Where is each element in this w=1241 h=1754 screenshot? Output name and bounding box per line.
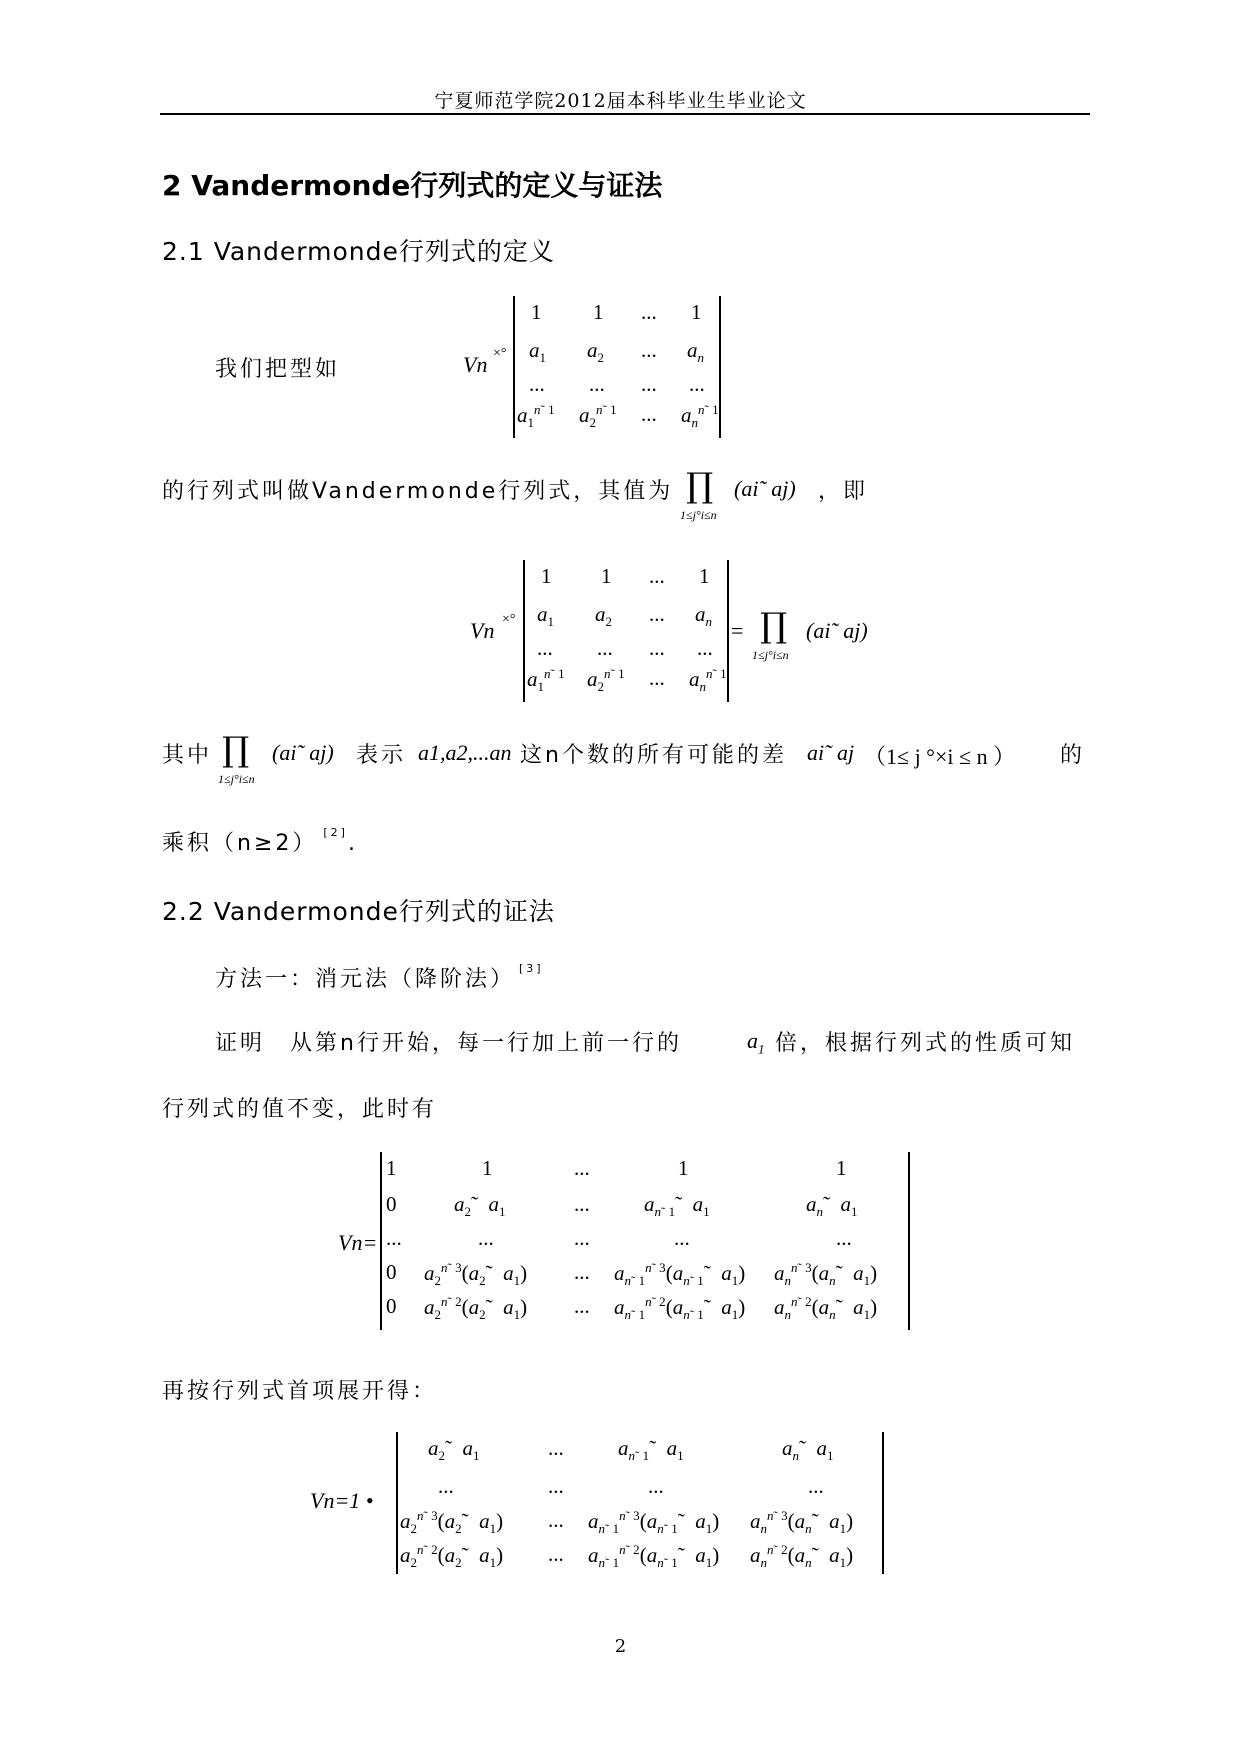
cell: ... (386, 1226, 402, 1250)
called-text: 的行列式叫做Vandermonde行列式，其值为 (162, 479, 674, 504)
cell: 1 (691, 300, 702, 324)
cell: ... (589, 372, 605, 396)
cell: $a_n˜$ $a_1$ (782, 1436, 834, 1464)
cell: $a_n$ (695, 602, 712, 630)
cell: $a_{n˜ 1}˜$ $a_1$ (644, 1192, 710, 1220)
where-tail: 的 (1060, 743, 1086, 768)
cell: $a_n^{n˜ 3}(a_n˜$ $a_1$) (750, 1508, 854, 1537)
cell: 0 (386, 1192, 397, 1216)
product-range-3: 1≤j°i≤n (218, 772, 255, 786)
cell: $a_{n˜ 1}˜$ $a_1$ (618, 1436, 684, 1464)
cell: $a_n^{n˜ 1}$ (689, 666, 727, 695)
reduced-determinant (380, 1152, 910, 1330)
cell: 1 (601, 564, 612, 588)
cell: $a_1$ (529, 338, 546, 366)
cell: ... (836, 1226, 852, 1250)
cell: 1 (482, 1156, 493, 1180)
cell: $a_n˜$ $a_1$ (806, 1192, 858, 1220)
cell: $a_2^{n˜ 3}(a_2˜$ $a_1$) (400, 1508, 504, 1537)
vn-symbol-2: Vn (470, 618, 495, 643)
expand-line: 再按行列式首项展开得： (162, 1379, 438, 1404)
cell: ... (537, 636, 553, 660)
cell: ... (649, 666, 665, 690)
cell: 1 (531, 300, 542, 324)
eq-garbled-1: ×° (493, 346, 507, 361)
cell: 1 (699, 564, 710, 588)
cell: ... (548, 1474, 564, 1498)
subsection-title-2-2: 2.2 Vandermonde行列式的证法 (162, 897, 555, 926)
cell: ... (649, 564, 665, 588)
vandermonde-determinant-eq (523, 560, 729, 702)
product-range-2: 1≤j°i≤n (752, 648, 789, 662)
eq-garbled-2: ×° (502, 612, 516, 627)
product-symbol-2: ∏ (760, 606, 788, 646)
cell: ... (548, 1508, 564, 1532)
cell: $a_{n˜ 1}^{n˜ 3}(a_{n˜ 1}˜$ $a_1$) (588, 1508, 720, 1537)
cell: 1 (678, 1156, 689, 1180)
cell: ... (641, 338, 657, 362)
cell: ... (689, 372, 705, 396)
cell: $a_n^{n˜ 1}$ (681, 402, 719, 431)
cell: ... (808, 1474, 824, 1498)
cell: $a_1$ (537, 602, 554, 630)
vandermonde-determinant-def (513, 296, 721, 438)
method-one: 方法一：消元法（降阶法） [3] (215, 962, 544, 992)
cell: ... (574, 1192, 590, 1216)
cell: $a_2^{n˜ 3}(a_2˜$ $a_1$) (424, 1260, 528, 1289)
product-body-2: (ai˜ aj) (806, 618, 868, 643)
cell: 0 (386, 1260, 397, 1284)
cell: $a_n^{n˜ 2}(a_n˜$ $a_1$) (774, 1294, 878, 1323)
running-header: 宁夏师范学院2012届本科毕业生毕业论文 (434, 90, 807, 112)
cell: $a_2^{n˜ 2}(a_2˜$ $a_1$) (424, 1294, 528, 1323)
proof-line-2: 行列式的值不变，此时有 (162, 1097, 438, 1122)
cell: 1 (386, 1156, 397, 1180)
cell: ... (574, 1156, 590, 1180)
product-body-1: (ai˜ aj) (734, 476, 796, 501)
cell: $a_2^{n˜ 2}(a_2˜$ $a_1$) (400, 1542, 504, 1571)
cell: $a_2˜$ $a_1$ (428, 1436, 480, 1464)
cell: ... (438, 1474, 454, 1498)
section-title: 2 Vandermonde行列式的定义与证法 (162, 169, 663, 202)
where-mid2: 这n个数的所有可能的差 (520, 743, 787, 768)
page-number: 2 (614, 1636, 627, 1657)
cell: ... (529, 372, 545, 396)
cell: $a_{n˜ 1}^{n˜ 2}(a_{n˜ 1}˜$ $a_1$) (614, 1294, 746, 1323)
cell: ... (478, 1226, 494, 1250)
cell: ... (641, 402, 657, 426)
citation-3: [3] (519, 962, 544, 975)
cell: $a_2˜$ $a_1$ (454, 1192, 506, 1220)
vn-symbol-3: Vn= (338, 1230, 378, 1255)
cell: ... (649, 602, 665, 626)
vn-symbol-1: Vn (463, 352, 488, 377)
cell: $a_2$ (587, 338, 604, 366)
cell: ... (674, 1226, 690, 1250)
vn-symbol-4: Vn=1 • (310, 1488, 374, 1513)
cell: ... (597, 636, 613, 660)
header-rule (160, 113, 1090, 115)
cell: $a_n^{n˜ 3}(a_n˜$ $a_1$) (774, 1260, 878, 1289)
product-range-1: 1≤j°i≤n (680, 508, 717, 522)
product-line: 乘积（n≥2） [2]. (162, 826, 358, 856)
define-lead-text: 我们把型如 (215, 357, 341, 382)
cell: ... (574, 1294, 590, 1318)
citation-2: [2] (323, 826, 348, 839)
cell: $a_1^{n˜ 1}$ (517, 402, 555, 431)
a1-symbol: $a_1$ (747, 1028, 765, 1057)
product-symbol-3: ∏ (222, 730, 250, 770)
cell: 1 (541, 564, 552, 588)
cell: $a_1^{n˜ 1}$ (527, 666, 565, 695)
cell: ... (574, 1226, 590, 1250)
cell: 1 (593, 300, 604, 324)
proof-line-1-tail: 倍，根据行列式的性质可知 (775, 1031, 1076, 1056)
cell: ... (548, 1436, 564, 1460)
subsection-title-2-1: 2.1 Vandermonde行列式的定义 (162, 237, 555, 266)
cell: ... (697, 636, 713, 660)
cell: $a_n$ (687, 338, 704, 366)
where-lead: 其中 (162, 743, 213, 768)
equals-sign: = (731, 618, 744, 643)
difference: ai˜ aj (807, 740, 855, 765)
cell: ... (641, 300, 657, 324)
cell: ... (548, 1542, 564, 1566)
sequence: a1,a2,...an (418, 740, 512, 765)
cell: ... (574, 1260, 590, 1284)
minor-determinant (396, 1432, 884, 1574)
cell: 0 (386, 1294, 397, 1318)
cell: $a_{n˜ 1}^{n˜ 2}(a_{n˜ 1}˜$ $a_1$) (588, 1542, 720, 1571)
cell: $a_n^{n˜ 2}(a_n˜$ $a_1$) (750, 1542, 854, 1571)
cell: $a_2^{n˜ 1}$ (587, 666, 625, 695)
cell: ... (648, 1474, 664, 1498)
cell: $a_2$ (595, 602, 612, 630)
proof-line-1: 证明 从第n行开始，每一行加上前一行的 (215, 1031, 682, 1056)
cell: 1 (836, 1156, 847, 1180)
cell: $a_2^{n˜ 1}$ (579, 402, 617, 431)
cell: ... (641, 372, 657, 396)
called-tail: ，即 (818, 479, 869, 504)
product-body-3: (ai˜ aj) (272, 740, 334, 765)
index-range: （1≤ j °×i ≤ n ） (864, 744, 1016, 769)
cell: $a_{n˜ 1}^{n˜ 3}(a_{n˜ 1}˜$ $a_1$) (614, 1260, 746, 1289)
product-symbol-1: ∏ (686, 466, 714, 506)
cell: ... (649, 636, 665, 660)
where-mid: 表示 (356, 743, 407, 768)
